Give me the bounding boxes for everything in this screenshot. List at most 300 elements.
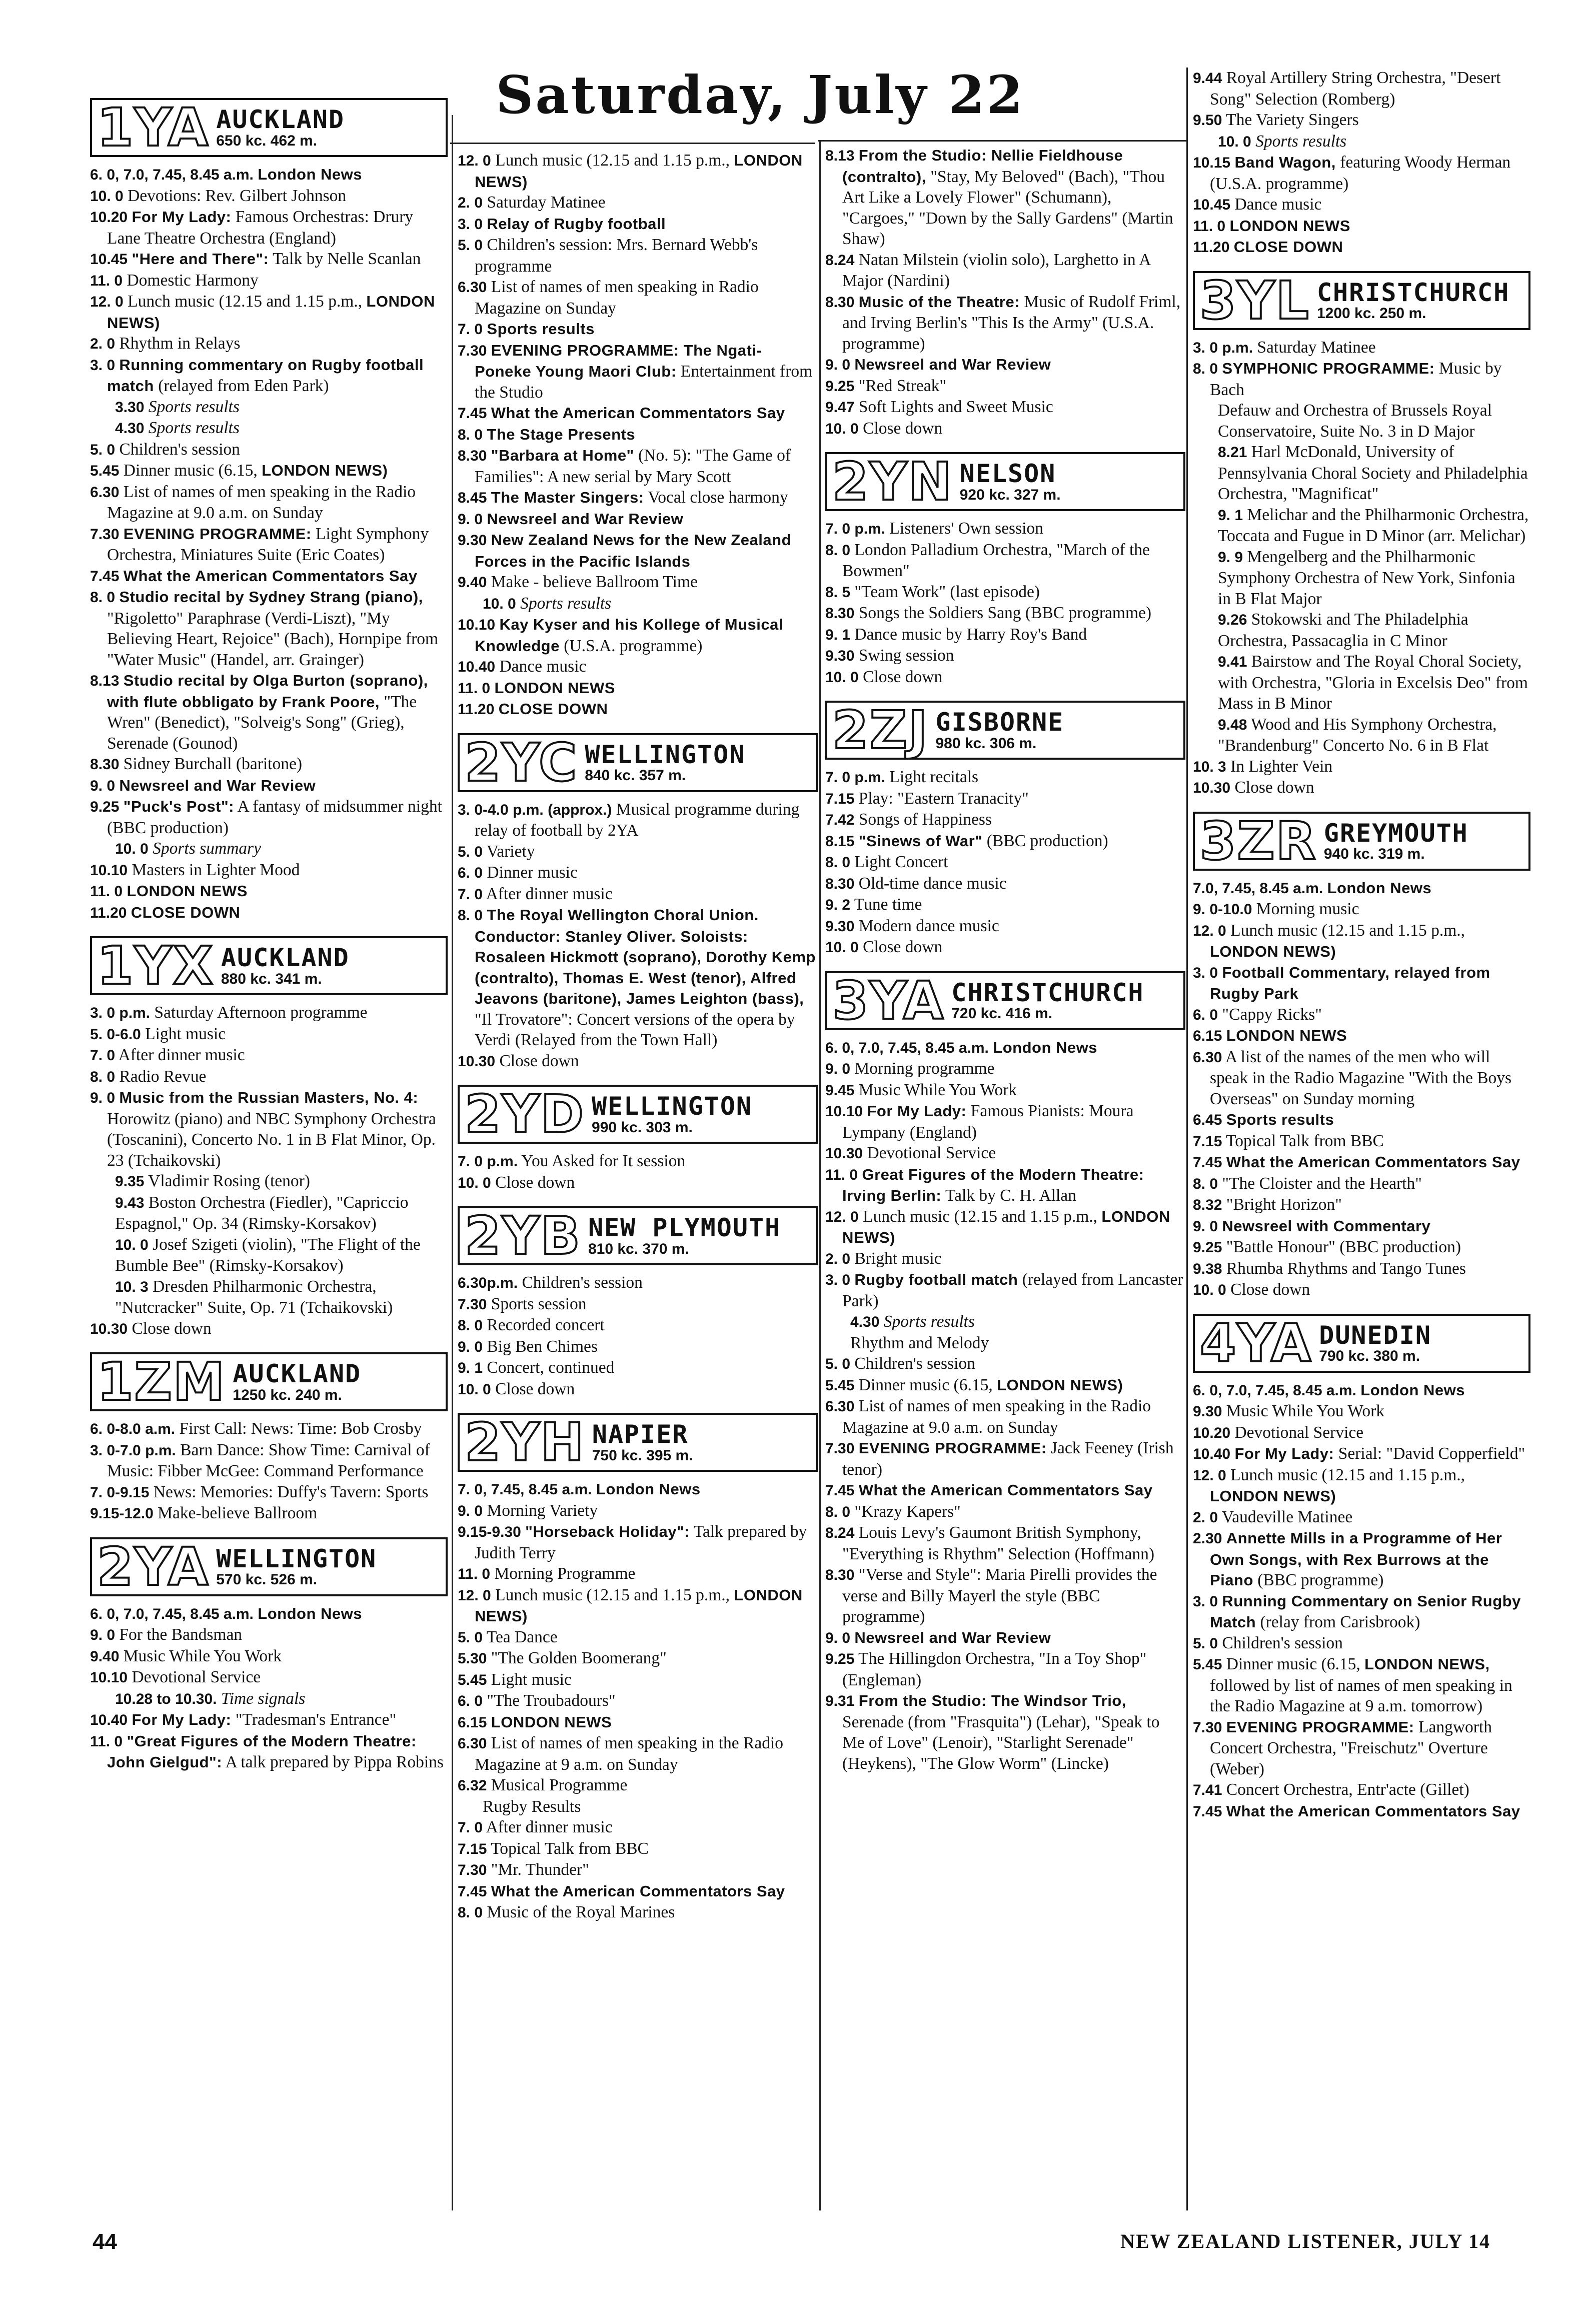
programme-text: Lunch music (12.15 and 1.15 p.m., [1230,1465,1465,1484]
programme-text: "Team Work" (last episode) [854,582,1040,601]
programme-text: Modern dance music [858,916,999,935]
programme-text: "Sinews of War" [858,832,983,850]
programme-text: Langworth Concert Orchestra, "Freischutz" Overture (Weber) [1210,1717,1492,1778]
station-city: NELSON [959,459,1056,488]
programme-text: "Barbara at Home" [491,447,634,464]
programme-text: The Stage Presents [487,425,636,443]
programme-entry [458,1521,818,1563]
programme-time: 6. 0 [1193,1006,1218,1023]
programme-entry [90,902,448,924]
programme-time: 3. 0 [1193,1593,1218,1610]
programme-text: Defauw and Orchestra of Brussels Royal Conservatoire, Suite No. 3 in D Major [1218,401,1492,441]
programme-time: 6.30 [458,1735,487,1752]
programme-text: After dinner music [486,884,613,903]
programme-entry [90,1002,448,1024]
programme-time: 8.13 [825,148,855,164]
programme-time: 10. 0 [458,1381,491,1398]
programme-entry [1193,920,1530,962]
programme-time: 9.25 [825,1651,855,1667]
programme-text: Close down [499,1051,579,1070]
programme-time: 5. 0 [825,1356,851,1372]
programme-text: Serial: "David Copperfield" [1334,1444,1525,1463]
programme-entry [90,1440,448,1482]
programme-time: 7. 0 p.m. [825,521,886,537]
programme-time: 2. 0 [1193,1509,1218,1526]
programme-text: Songs the Soldiers Sang (BBC programme) [858,604,1152,622]
programme-entry [458,1151,818,1172]
programme-text: CLOSE DOWN [131,903,241,921]
programme-time: 7.30 [458,1296,487,1313]
title-rule [818,140,1188,142]
programme-text: For My Lady: [132,208,232,226]
programme-entry [1193,337,1530,359]
programme-text: Sports results [148,397,240,416]
programme-text: Rhythm in Relays [119,334,241,353]
programme-time: 10.40 [90,1712,128,1728]
programme-time: 10.10 [90,1669,128,1686]
programme-text: Children's session [854,1354,975,1373]
station-frequency: 840 kc. 357 m. [585,767,686,784]
programme-entry [1193,68,1530,110]
programme-time: 3. 0-7.0 p.m. [90,1442,176,1459]
programme-text: Horowitz (piano) and NBC Symphony Orchestra (Toscanini), Concerto No. 1 in B Flat Minor, Op. 23 (Tchaikovski) [107,1109,436,1170]
programme-text: First Call: News: Time: Bob Crosby [179,1419,422,1438]
station-frequency: 920 kc. 327 m. [959,486,1061,503]
programme-time: 11. 0 [458,680,491,697]
programme-text: Variety [486,842,535,861]
programme-entry [825,1101,1185,1143]
programme-time: 10.10 [90,862,128,879]
programme-entry [825,354,1185,376]
programme-time: 9. 0 [458,511,483,528]
programme-text: What the American Commentators Say [491,404,785,422]
programme-time: 7.30 [825,1440,855,1457]
programme-entry [458,277,818,319]
programme-text: For My Lady: [1234,1445,1334,1462]
station-info [935,709,1064,751]
programme-entry [1193,547,1530,610]
programme-text: featuring Woody Herman (U.S.A. programme) [1210,153,1511,193]
programme-time: 7. 0 [458,886,483,903]
programme-text: LONDON NEWS) [842,1207,1170,1246]
programme-entry [825,292,1185,355]
programme-time: 10. 0 [90,188,124,205]
programme-time: 7. 0 [458,1819,483,1836]
programme-time: 10.30 [90,1320,128,1337]
programme-time: 9.25 [1193,1239,1222,1256]
programme-text: London Palladium Orchestra, "March of the Bowmen" [842,540,1150,580]
programme-entry [458,1881,818,1902]
programme-time: 12. 0 [1193,1467,1226,1484]
station-info [216,1546,377,1588]
programme-text: "Red Streak" [858,376,947,395]
programme-entry [90,355,448,397]
programme-text: Sports results [1226,1111,1334,1128]
programme-time: 8.30 [825,1567,855,1583]
programme-entry [825,624,1185,646]
programme-entry [1193,878,1530,899]
programme-time: 7.30 [458,342,487,359]
programme-time: 7.0, 7.45, 8.45 a.m. [1193,880,1323,897]
programme-entry [458,905,818,1051]
programme-time: 8. 0 [458,907,483,924]
programme-entry [90,1503,448,1524]
page-title: Saturday, July 22 [496,64,1025,126]
programme-time: 10. 0 [1218,133,1251,150]
programme-text: Lunch music (12.15 and 1.15 p.m., [495,151,734,170]
programme-entry [1193,1507,1530,1528]
programme-time: 5.30 [458,1650,487,1667]
programme-text: London News [993,1038,1097,1056]
programme-text: (No. 5): "The Game of Families": A new serial by Mary Scott [475,446,791,486]
programme-time: 10.45 [1193,197,1231,213]
programme-text: EVENING PROGRAMME: [1226,1718,1414,1736]
programme-text: SYMPHONIC PROGRAMME: [1222,360,1435,377]
programme-text: Musical Programme [491,1776,628,1794]
programme-text: Sports summary [153,839,261,858]
programme-entry [458,1648,818,1669]
station-city: WELLINGTON [585,740,746,769]
programme-text: Dance music [499,657,587,676]
station-info [588,1215,781,1257]
programme-text: Morning Programme [494,1564,636,1583]
programme-time: 9.50 [1193,112,1222,129]
programme-text: Close down [863,938,943,956]
programme-entry [90,1087,448,1171]
programme-text: CLOSE DOWN [498,700,608,718]
programme-text: Close down [863,419,943,438]
programme-time: 5. 0 [458,843,483,860]
station-city: CHRISTCHURCH [951,978,1144,1007]
programme-entry [1193,756,1530,778]
programme-time: 10.28 to 10.30. [115,1690,217,1707]
programme-time: 12. 0 [825,1208,859,1225]
programme-text: Swing session [858,646,954,665]
programme-entry [1193,962,1530,1004]
programme-time: 9.31 [825,1693,855,1709]
programme-text: Children's session [119,440,240,459]
programme-text: Domestic Harmony [127,271,259,290]
programme-entry [90,186,448,207]
programme-time: 7. 0 p.m. [825,769,886,786]
station-callsign: 1YX [97,935,214,996]
programme-time: 7.15 [825,790,855,807]
programme-text: Dresden Philharmonic Orchestra, "Nutcracker" Suite, Op. 71 (Tchaikovski) [115,1277,393,1317]
station-callsign: 1YA [97,97,210,158]
programme-time: 9.35 [115,1173,145,1190]
programme-entry [90,1667,448,1688]
programme-text: Close down [863,667,943,686]
programme-time: 11. 0 [90,883,123,900]
programme-text: From the Studio: Nellie Fieldhouse (contralto), [842,147,1123,186]
programme-text: The Variety Singers [1226,111,1359,129]
programme-time: 8.13 [90,673,120,689]
programme-time: 9. 9 [1218,549,1243,566]
programme-entry [825,1480,1185,1501]
programme-entry [1193,1216,1530,1237]
programme-time: 10.30 [1193,780,1231,796]
programme-entry [458,340,818,403]
programme-time: 8.30 [90,756,120,773]
programme-text: From the Studio: The Windsor Trio, [858,1692,1126,1709]
programme-entry [825,1037,1185,1059]
programme-time: 8.32 [1193,1197,1222,1213]
programme-text: Dinner music (6.15, [858,1375,997,1394]
programme-entry [90,1171,448,1192]
programme-text: Newsreel and War Review [854,1628,1051,1646]
programme-time: 9.40 [458,574,487,591]
programme-text: Harl McDonald, University of Pennsylvania Choral Society and Philadelphia Orchestra, "Magnificat" [1218,443,1528,503]
programme-text: followed by list of names of men speaking in the Radio Magazine at 9 a.m. tomorrow) [1210,1676,1512,1715]
programme-text: Studio recital by Sydney Strang (piano), [119,588,423,606]
programme-text: Saturday Afternoon programme [154,1003,368,1022]
programme-time: 6.45 [1193,1112,1222,1128]
programme-entry [90,1234,448,1276]
programme-text: Light Concert [854,853,948,871]
programme-entry [458,445,818,487]
programme-time: 8. 0 [1193,1175,1218,1192]
programme-text: What the American Commentators Say [858,1481,1153,1499]
programme-text: Close down [495,1379,575,1398]
station-header [458,1413,818,1472]
programme-time: 9.25 [90,799,120,815]
programme-text: Football Commentary, relayed from Rugby Park [1210,963,1490,1002]
programme-text: "Il Trovatore": Concert versions of the opera by Verdi (Relayed from the Town Hall) [475,1010,795,1049]
programme-text: Rhythm and Melody [850,1333,989,1352]
programme-text: A list of the names of the men who will speak in the Radio Magazine "With the Boys Overseas" on Sunday morning [1210,1047,1512,1108]
programme-time: 3. 0 [458,216,483,233]
programme-entry [825,1311,1185,1333]
programme-time: 6. 0, 7.0, 7.45, 8.45 a.m. [1193,1382,1356,1399]
programme-text: LONDON NEWS) [107,293,435,332]
programme-entry [1193,1465,1530,1507]
programme-time: 6. 0, 7.0, 7.45, 8.45 a.m. [825,1039,989,1056]
programme-entry [458,841,818,863]
programme-text: "The Troubadours" [487,1691,616,1710]
programme-entry [90,418,448,439]
programme-entry [458,424,818,446]
programme-time: 9. 0 [825,1629,851,1646]
programme-text: Dance music [1234,195,1322,214]
programme-text: London News [1360,1381,1465,1399]
programme-time: 9.30 [458,532,487,549]
programme-time: 7.30 [458,1862,487,1878]
programme-time: 2.30 [1193,1530,1222,1547]
programme-entry [825,1627,1185,1649]
programme-text: "The Cloister and the Hearth" [1222,1174,1422,1193]
programme-entry [90,1318,448,1340]
programme-time: 8. 0 [458,1317,483,1334]
programme-text: Concert Orchestra, Entr'acte (Gillet) [1226,1780,1469,1799]
programme-text: Louis Levy's Gaumont British Symphony, "Everything is Rhythm" Selection (Hoffmann) [842,1523,1155,1563]
programme-time: 10.30 [825,1145,863,1162]
station-frequency: 720 kc. 416 m. [951,1005,1053,1022]
programme-time: 3. 0 p.m. [1193,339,1253,356]
programme-time: 7.45 [458,405,487,422]
programme-entry [458,1669,818,1691]
programme-text: After dinner music [486,1818,613,1836]
station-city: CHRISTCHURCH [1316,278,1510,307]
programme-time: 9. 0 [1193,1218,1218,1235]
programme-entry [1193,216,1530,237]
programme-time: 10.40 [1193,1446,1231,1462]
programme-entry [1193,1194,1530,1216]
programme-text: Sports results [487,320,595,338]
programme-entry [1193,1152,1530,1173]
programme-time: 5.45 [825,1377,855,1394]
programme-entry [825,250,1185,292]
station-info [221,945,350,987]
programme-entry [825,1206,1185,1248]
station-frequency: 880 kc. 341 m. [221,970,322,987]
programme-entry [90,1024,448,1045]
programme-time: 7.15 [1193,1133,1222,1150]
programme-text: Make - believe Ballroom Time [491,573,698,591]
programme-entry [1193,1443,1530,1465]
programme-time: 7.42 [825,812,855,828]
programme-entry [1193,505,1530,547]
station-city: WELLINGTON [592,1092,753,1121]
station-info [1324,820,1468,862]
station-callsign: 2YN [832,451,953,512]
programme-time: 6.15 [458,1714,487,1731]
programme-time: 2. 0 [458,195,483,211]
programme-text: Vladimir Rosing (tenor) [148,1172,310,1190]
programme-text: Concert, continued [487,1358,615,1377]
programme-text: Barn Dance: Show Time: Carnival of Music: Fibber McGee: Command Performance [107,1440,430,1480]
programme-entry [825,582,1185,603]
programme-text: After dinner music [118,1046,245,1064]
programme-entry [825,418,1185,440]
programme-entry [1193,1258,1530,1280]
programme-text: Musical programme during relay of football by 2YA [475,800,800,840]
programme-text: Morning Variety [487,1501,598,1520]
programme-time: 9. 1 [825,626,851,643]
programme-text: "Puck's Post": [123,798,234,815]
programme-text: Children's session: Mrs. Bernard Webb's programme [475,236,758,276]
programme-time: 8.30 [825,605,855,622]
programme-time: 10. 0 [483,595,516,612]
programme-entry [90,1709,448,1731]
programme-time: 9.30 [1193,1403,1222,1420]
programme-text: "Cappy Ricks" [1222,1005,1322,1024]
programme-entry [90,1731,448,1773]
programme-entry [1193,651,1530,714]
programme-entry [90,524,448,566]
programme-entry [458,192,818,214]
programme-text: Boston Orchestra (Fiedler), "Capriccio Espagnol," Op. 34 (Rimsky-Korsakov) [115,1193,409,1233]
programme-entry [1193,400,1530,442]
programme-text: Newsreel and War Review [119,776,316,794]
programme-entry [825,376,1185,397]
programme-time: 4.30 [115,420,145,437]
station-header [825,452,1185,511]
programme-entry [825,1333,1185,1354]
programme-entry [458,530,818,572]
programme-entry [1193,1401,1530,1422]
programme-text: Sports results [148,419,240,437]
programme-text: (relayed from Eden Park) [154,377,329,395]
programme-time: 7. 0-9.15 [90,1484,150,1501]
programme-entry [458,1902,818,1923]
station-header [90,98,448,157]
programme-time: 11. 0 [90,1733,123,1750]
programme-text: Serenade (from "Frasquita") (Lehar), "Speak to Me of Love" (Lenoir), "Starlight Serenade" (Heykens), "The Glow Worm" (Lincke) [842,1712,1160,1773]
station-header [825,971,1185,1030]
programme-text: Songs of Happiness [858,810,992,829]
programme-time: 9.48 [1218,716,1247,733]
programme-text: London News [258,166,362,183]
programme-text: Children's session [522,1273,643,1292]
column-3 [825,145,1185,1774]
programme-time: 9.47 [825,399,855,416]
programme-text: Light music [491,1670,572,1689]
programme-time: 8. 0 [458,1904,483,1921]
programme-entry [825,1375,1185,1396]
programme-entry [825,518,1185,540]
programme-time: 2. 0 [825,1250,851,1267]
station-city: DUNEDIN [1319,1320,1431,1350]
programme-entry [90,860,448,881]
station-header [458,733,818,792]
programme-time: 10.20 [1193,1424,1231,1441]
programme-entry [458,1500,818,1522]
programme-time: 7. 0, 7.45, 8.45 a.m. [458,1481,592,1498]
programme-text: Natan Milstein (violin solo), Larghetto in A Major (Nardini) [842,250,1150,290]
programme-entry [458,319,818,340]
station-header [90,1352,448,1411]
programme-text: Devotional Service [132,1668,261,1686]
programme-entry [458,799,818,841]
programme-time: 7. 0 [90,1047,116,1064]
programme-entry [1193,1004,1530,1026]
programme-time: 8. 0 [90,1068,116,1085]
programme-text: Lunch music (12.15 and 1.15 p.m., [863,1207,1102,1226]
programme-time: 9. 0 [90,1627,116,1643]
station-info [592,1093,752,1135]
programme-time: 10. 0 [115,841,149,857]
programme-time: 7.30 [90,526,120,543]
programme-time: 8. 0 [825,542,851,559]
programme-time: 8.30 [458,448,487,464]
programme-entry [458,1051,818,1072]
programme-entry [458,1585,818,1627]
programme-text: Dinner music (6.15, [123,461,262,480]
programme-entry [825,831,1185,852]
programme-entry [90,1418,448,1440]
programme-text: Kay Kyser and his Kollege of Musical Knowledge [475,616,784,655]
programme-entry [458,1627,818,1648]
programme-entry [458,403,818,424]
programme-entry [825,1143,1185,1164]
programme-entry [458,862,818,884]
programme-time: 5. 0 [458,237,483,254]
station-callsign: 3ZR [1200,810,1317,872]
programme-entry [825,1058,1185,1080]
programme-text: Relay of Rugby football [487,215,666,233]
programme-entry [1193,358,1530,400]
station-callsign: 2YB [465,1205,581,1266]
programme-text: Music While You Work [858,1080,1017,1099]
programme-entry [1193,442,1530,505]
programme-text: List of names of men speaking in the Radio Magazine at 9.0 a.m. on Sunday [842,1397,1151,1437]
programme-text: New Zealand News for the New Zealand Forces in the Pacific Islands [475,531,792,570]
programme-entry [90,164,448,186]
station-header [1193,1314,1530,1373]
programme-text: Vaudeville Matinee [1221,1507,1353,1526]
programme-entry [825,667,1185,688]
programme-time: 9.30 [825,918,855,935]
